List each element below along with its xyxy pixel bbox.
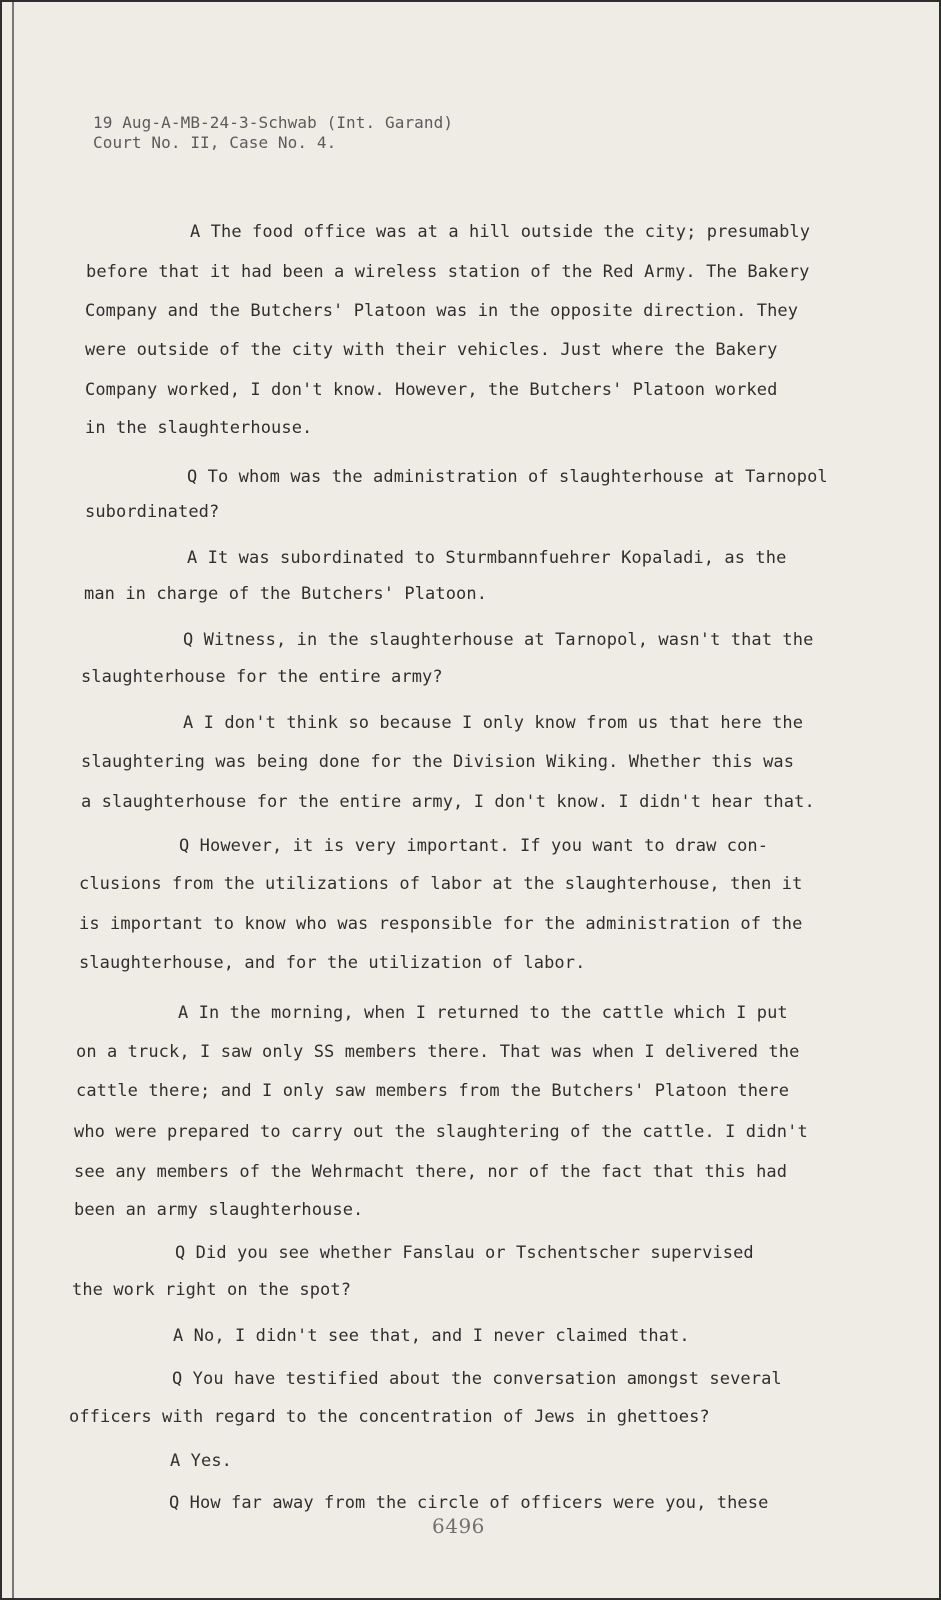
- transcript-line: is important to know who was responsible for the administration of the: [79, 914, 803, 934]
- transcript-line: cattle there; and I only saw members from the Butchers' Platoon there: [76, 1081, 790, 1101]
- transcript-line: on a truck, I saw only SS members there. That was when I delivered the: [76, 1042, 800, 1062]
- transcript-line: A No, I didn't see that, and I never claimed that.: [173, 1326, 690, 1346]
- transcript-line: who were prepared to carry out the slaughtering of the cattle. I didn't: [74, 1122, 808, 1142]
- transcript-line: slaughtering was being done for the Division Wiking. Whether this was: [81, 752, 795, 772]
- document-header: [93, 113, 453, 153]
- transcript-line: officers with regard to the concentration of Jews in ghettoes?: [69, 1407, 710, 1427]
- page-number: 6496: [432, 1514, 485, 1538]
- transcript-line: Q To whom was the administration of slaughterhouse at Tarnopol: [187, 467, 828, 487]
- transcript-line: been an army slaughterhouse.: [74, 1200, 364, 1220]
- transcript-line: clusions from the utilizations of labor at the slaughterhouse, then it: [79, 874, 803, 894]
- transcript-line: subordinated?: [85, 502, 220, 522]
- transcript-line: a slaughterhouse for the entire army, I don't know. I didn't hear that.: [81, 792, 815, 812]
- transcript-line: slaughterhouse, and for the utilization of labor.: [79, 953, 586, 973]
- transcript-line: Q Did you see whether Fanslau or Tschentscher supervised: [175, 1243, 754, 1263]
- transcript-line: slaughterhouse for the entire army?: [81, 667, 443, 687]
- transcript-line: A I don't think so because I only know from us that here the: [183, 713, 804, 733]
- transcript-line: man in charge of the Butchers' Platoon.: [84, 584, 488, 604]
- transcript-line: Company worked, I don't know. However, the Butchers' Platoon worked: [85, 380, 778, 400]
- header-case-reference: 19 Aug-A-MB-24-3-Schwab (Int. Garand): [93, 113, 454, 132]
- header-court-case: Court No. II, Case No. 4.: [93, 133, 337, 152]
- transcript-line: see any members of the Wehrmacht there, nor of the fact that this had: [74, 1162, 788, 1182]
- transcript-line: Company and the Butchers' Platoon was in the opposite direction. They: [85, 301, 799, 321]
- transcript-line: A The food office was at a hill outside the city; presumably: [190, 222, 811, 242]
- transcript-line: before that it had been a wireless station of the Red Army. The Bakery: [86, 262, 810, 282]
- transcript-line: Q However, it is very important. If you want to draw con-: [179, 836, 769, 856]
- transcript-line: in the slaughterhouse.: [85, 418, 313, 438]
- transcript-line: Q Witness, in the slaughterhouse at Tarnopol, wasn't that the: [183, 630, 814, 650]
- transcript-line: were outside of the city with their vehicles. Just where the Bakery: [85, 340, 778, 360]
- transcript-line: A It was subordinated to Sturmbannfuehrer Kopaladi, as the: [187, 548, 787, 568]
- transcript-line: A Yes.: [170, 1451, 233, 1471]
- left-margin-rule: [12, 2, 14, 1598]
- transcript-line: the work right on the spot?: [72, 1280, 352, 1300]
- transcript-line: Q How far away from the circle of officers were you, these: [169, 1493, 769, 1513]
- transcript-line: A In the morning, when I returned to the cattle which I put: [178, 1003, 788, 1023]
- transcript-line: Q You have testified about the conversation amongst several: [172, 1369, 782, 1389]
